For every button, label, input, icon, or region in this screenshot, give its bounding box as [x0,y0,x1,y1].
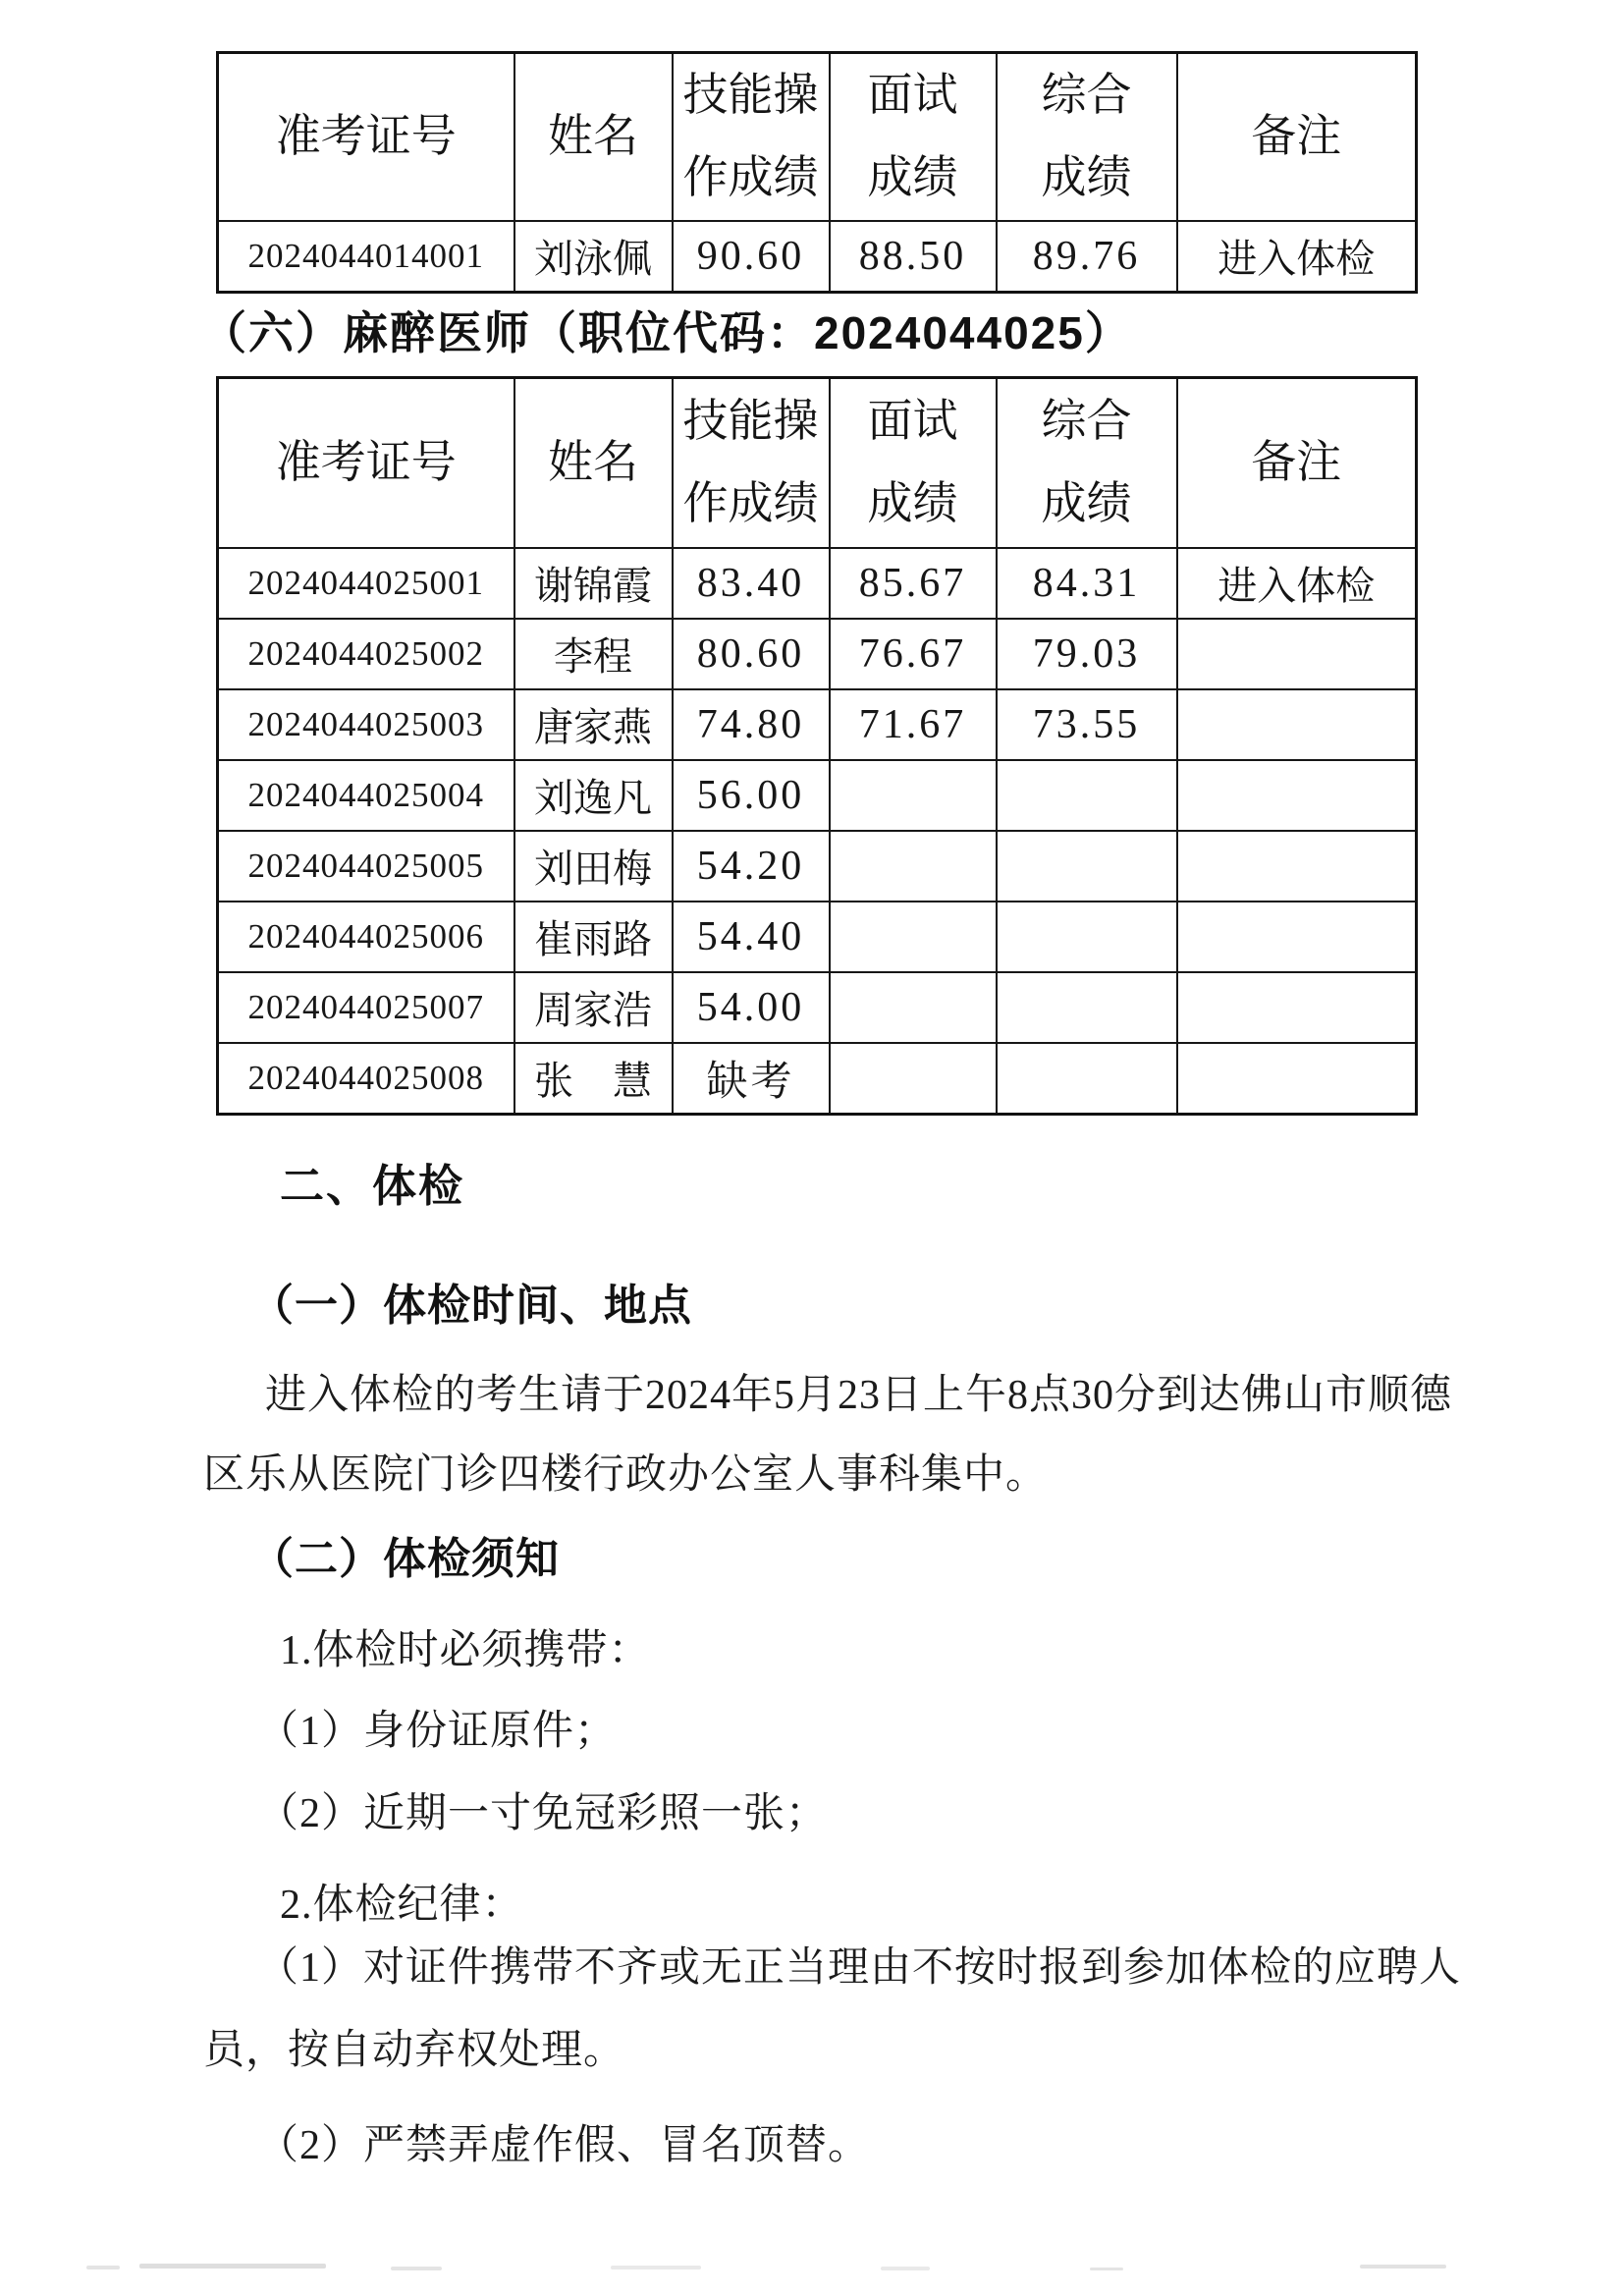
header-overall-score: 综合 成绩 [997,378,1177,548]
paragraph-exam-time-line2: 区乐从医院门诊四楼行政办公室人事科集中。 [203,1452,1049,1498]
table-header-row [218,378,1417,548]
scan-artifact [1090,2268,1123,2270]
table-row [218,972,1417,1043]
table-cell: 83.40 [673,548,830,619]
header-remarks: 备注 [1177,378,1417,548]
list-item-discipline-1-line1: （1）对证件携带不齐或无正当理由不按时报到参加体检的应聘人 [257,1945,1462,1991]
table-cell [1177,689,1417,760]
section-6-heading: （六）麻醉医师（职位代码：2024044025） [201,307,1132,358]
table-row [218,902,1417,972]
table-cell: 80.60 [673,619,830,689]
table-cell: 2024044025007 [218,972,514,1043]
table-cell: 进入体检 [1177,548,1417,619]
table-cell: 2024044025005 [218,831,514,902]
table-cell: 79.03 [997,619,1177,689]
table-cell: 73.55 [997,689,1177,760]
table-cell [997,972,1177,1043]
table-header-row [218,53,1417,221]
table-cell: 崔雨路 [514,902,673,972]
table-cell [997,760,1177,831]
table-cell [830,831,997,902]
table-cell: 缺考 [673,1043,830,1115]
table-cell: 54.40 [673,902,830,972]
paragraph-exam-time-line1: 进入体检的考生请于2024年5月23日上午8点30分到达佛山市顺德 [265,1373,1453,1418]
table-cell: 刘泳佩 [514,221,673,293]
header-overall-score: 综合 成绩 [997,53,1177,221]
header-interview-score: 面试 成绩 [830,378,997,548]
table-cell: 56.00 [673,760,830,831]
table-cell [830,902,997,972]
scan-artifact [1360,2265,1446,2269]
header-interview-score: 面试 成绩 [830,53,997,221]
scan-artifact [391,2267,442,2270]
header-remarks: 备注 [1177,53,1417,221]
list-item-must-bring: 1.体检时必须携带： [280,1628,651,1673]
table-cell: 张 慧 [514,1043,673,1115]
table-row [218,831,1417,902]
list-item-photo: （2）近期一寸免冠彩照一张； [257,1791,829,1836]
scan-artifact [86,2266,120,2269]
table-cell [1177,972,1417,1043]
table-cell: 谢锦霞 [514,548,673,619]
table-cell: 2024044014001 [218,221,514,293]
list-item-id-card: （1）身份证原件； [257,1709,618,1754]
table-row [218,221,1417,293]
table-row [218,1043,1417,1115]
table-cell: 进入体检 [1177,221,1417,293]
score-table-anesthesiologist [216,376,1418,1116]
table-cell [1177,1043,1417,1115]
table-cell [1177,619,1417,689]
table-cell: 2024044025002 [218,619,514,689]
header-name: 姓名 [514,53,673,221]
part-2-heading: 二、体检 [280,1161,465,1211]
header-skill-score: 技能操 作成绩 [673,378,830,548]
table-cell: 2024044025004 [218,760,514,831]
table-cell: 74.80 [673,689,830,760]
table-cell: 85.67 [830,548,997,619]
table-row [218,760,1417,831]
table-cell: 54.00 [673,972,830,1043]
table-cell: 2024044025006 [218,902,514,972]
table-cell: 唐家燕 [514,689,673,760]
header-admission-ticket: 准考证号 [218,378,514,548]
scan-artifact [139,2264,326,2269]
header-skill-score: 技能操 作成绩 [673,53,830,221]
table-cell: 76.67 [830,619,997,689]
list-item-discipline: 2.体检纪律： [280,1883,524,1928]
list-item-discipline-2: （2）严禁弄虚作假、冒名顶替。 [257,2123,871,2168]
table-cell [997,902,1177,972]
table-cell: 刘逸凡 [514,760,673,831]
table-cell: 90.60 [673,221,830,293]
table-cell: 刘田梅 [514,831,673,902]
table-cell: 2024044025008 [218,1043,514,1115]
table-cell: 54.20 [673,831,830,902]
list-item-discipline-1-line2: 员，按自动弃权处理。 [203,2028,626,2073]
table-cell [1177,760,1417,831]
scan-artifact [881,2267,930,2270]
table-cell [1177,902,1417,972]
table-cell: 2024044025001 [218,548,514,619]
table-cell [830,972,997,1043]
table-cell [997,831,1177,902]
table-row [218,548,1417,619]
table-cell: 84.31 [997,548,1177,619]
table-cell [830,760,997,831]
table-cell [1177,831,1417,902]
table-cell: 71.67 [830,689,997,760]
table-cell: 2024044025003 [218,689,514,760]
sub-heading-exam-time-place: （一）体检时间、地点 [250,1282,692,1330]
table-cell: 88.50 [830,221,997,293]
table-row [218,689,1417,760]
score-table-position-5 [216,51,1418,294]
table-cell [997,1043,1177,1115]
table-row [218,619,1417,689]
header-name: 姓名 [514,378,673,548]
sub-heading-exam-notes: （二）体检须知 [250,1535,560,1583]
table-cell: 周家浩 [514,972,673,1043]
table-cell: 89.76 [997,221,1177,293]
header-admission-ticket: 准考证号 [218,53,514,221]
scan-artifact [611,2266,701,2269]
table-cell: 李程 [514,619,673,689]
table-cell [830,1043,997,1115]
